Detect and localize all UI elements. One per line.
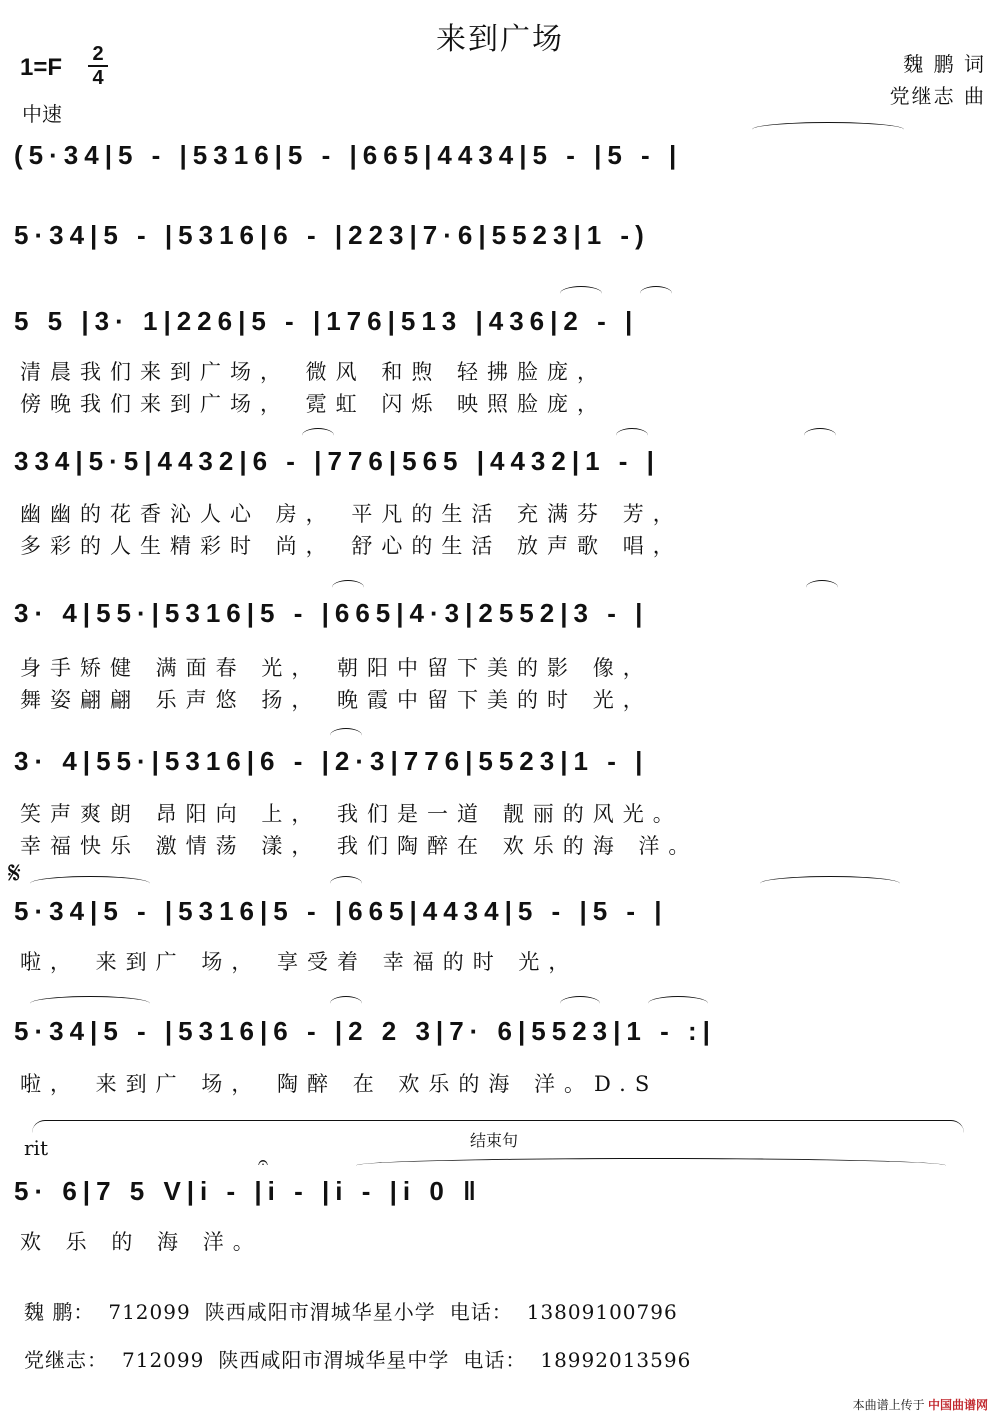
notation-line-2: 5·34|5 - |5316|6 - |223|7·6|5523|1 -) bbox=[14, 220, 650, 250]
lyric-line-2: 傍晚我们来到广场， 霓虹 闪烁 映照脸庞， bbox=[20, 392, 608, 416]
slur-mark bbox=[330, 876, 362, 891]
lyric-line-8: 幸福快乐 激情荡 漾， 我们陶醉在 欢乐的海 洋。 bbox=[20, 834, 699, 858]
ending-label: 结束句 bbox=[470, 1131, 519, 1150]
tie-mark bbox=[760, 876, 900, 891]
lyric-line-1: 清晨我们来到广场， 微风 和煦 轻拂脸庞， bbox=[20, 360, 608, 384]
contact-name: 魏 鹏： bbox=[24, 1300, 95, 1324]
time-signature: 2 4 bbox=[88, 44, 108, 88]
tempo-marking: 中速 bbox=[22, 102, 62, 126]
contact-row bbox=[24, 1296, 692, 1325]
key-signature: 1=F bbox=[20, 54, 63, 81]
contact-address: 陕西咸阳市渭城华星中学 bbox=[218, 1348, 450, 1372]
lyric-line-5: 身手矫健 满面春 光， 朝阳中留下美的影 像， bbox=[20, 656, 653, 680]
tie-mark bbox=[356, 1158, 946, 1173]
notation-line-3: 5 5 |3· 1|226|5 - |176|513 |436|2 - | bbox=[14, 306, 639, 336]
contact-phone: 18992013596 bbox=[540, 1348, 692, 1372]
lyric-line-4: 多彩的人生精彩时 尚， 舒心的生活 放声歌 唱， bbox=[20, 534, 683, 558]
slur-mark bbox=[616, 428, 648, 443]
contact-address: 陕西咸阳市渭城华星小学 bbox=[204, 1300, 436, 1324]
lyric-line-9: 啦， 来到广 场， 享受着 幸福的时 光， bbox=[20, 950, 579, 974]
contact-zip: 712099 bbox=[122, 1348, 205, 1372]
slur-mark bbox=[330, 996, 362, 1011]
slur-mark bbox=[332, 580, 364, 595]
lyric-line-6: 舞姿翩翩 乐声悠 扬， 晚霞中留下美的时 光， bbox=[20, 688, 653, 712]
lyric-line-10: 啦， 来到广 场， 陶醉 在 欢乐的海 洋。D.S bbox=[20, 1072, 659, 1096]
footer-note: 本曲谱上传于 bbox=[852, 1398, 925, 1412]
tie-mark bbox=[30, 876, 150, 891]
slur-mark bbox=[640, 286, 672, 301]
fermata-icon: 𝄐 bbox=[258, 1152, 269, 1173]
notation-line-8: 5·34|5 - |5316|6 - |2 2 3|7· 6|5523|1 - :| bbox=[14, 1016, 716, 1046]
contact-name: 党继志： bbox=[24, 1348, 108, 1372]
contact-phone-label: 电话： bbox=[449, 1300, 513, 1324]
contact-row bbox=[24, 1344, 705, 1373]
song-title: 来到广场 bbox=[436, 22, 564, 57]
contact-phone-label: 电话： bbox=[463, 1348, 527, 1372]
lyricist-credit: 魏 鹏 词 bbox=[903, 52, 986, 76]
lyric-line-7: 笑声爽朗 昂阳向 上， 我们是一道 靓丽的风光。 bbox=[20, 802, 683, 826]
slur-mark bbox=[560, 996, 600, 1011]
slur-mark bbox=[648, 996, 708, 1011]
footer-watermark bbox=[853, 1396, 988, 1413]
notation-line-9: 5· 6|7 5 V|i - |i - |i - |i 0 ‖ bbox=[14, 1176, 482, 1206]
notation-line-1: (5·34|5 - |5316|5 - |665|4434|5 - |5 - | bbox=[14, 140, 683, 170]
contact-phone: 13809100796 bbox=[526, 1300, 678, 1324]
lyric-line-3: 幽幽的花香沁人心 房， 平凡的生活 充满芬 芳， bbox=[20, 502, 683, 526]
slur-mark bbox=[806, 580, 838, 595]
tie-mark bbox=[30, 996, 150, 1011]
ritardando-marking: rit bbox=[24, 1136, 48, 1160]
lyric-line-11: 欢 乐 的 海 洋。 bbox=[20, 1230, 263, 1254]
footer-brand[interactable]: 中国曲谱网 bbox=[927, 1398, 988, 1412]
composer-credit: 党继志 曲 bbox=[889, 84, 986, 108]
slur-mark bbox=[330, 728, 362, 743]
slur-mark bbox=[804, 428, 836, 443]
notation-line-7: 5·34|5 - |5316|5 - |665|4434|5 - |5 - | bbox=[14, 896, 668, 926]
segno-sign: 𝄋 bbox=[8, 856, 21, 891]
notation-line-5: 3· 4|55·|5316|5 - |665|4·3|2552|3 - | bbox=[14, 598, 649, 628]
slur-mark bbox=[302, 428, 334, 443]
contact-zip: 712099 bbox=[108, 1300, 191, 1324]
tie-mark bbox=[752, 122, 904, 137]
notation-line-4: 334|5·5|4432|6 - |776|565 |4432|1 - | bbox=[14, 446, 660, 476]
slur-mark bbox=[560, 286, 602, 301]
notation-line-6: 3· 4|55·|5316|6 - |2·3|776|5523|1 - | bbox=[14, 746, 649, 776]
